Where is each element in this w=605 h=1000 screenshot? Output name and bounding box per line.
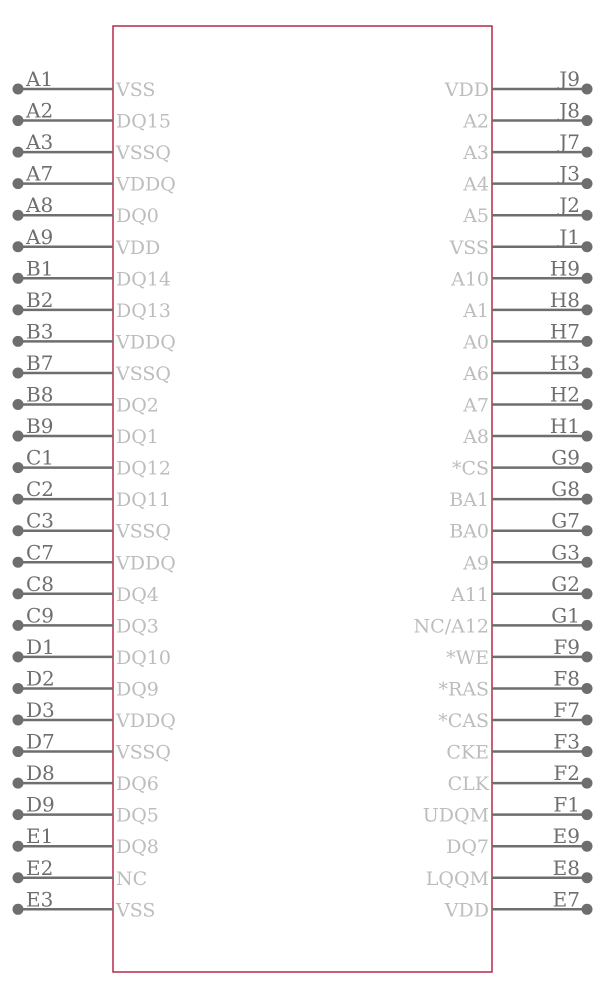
pin-F9 <box>446 635 592 669</box>
pin-terminal-dot[interactable] <box>13 115 24 126</box>
pin-number: F9 <box>553 634 580 659</box>
pin-A2 <box>13 99 172 133</box>
pin-number: H8 <box>549 287 580 312</box>
pin-name: DQ7 <box>446 836 489 859</box>
pin-H1 <box>462 414 592 448</box>
pin-number: F7 <box>553 698 580 722</box>
pin-number: B7 <box>26 350 54 375</box>
pin-B7 <box>13 351 172 385</box>
pin-name: VSSQ <box>116 362 171 385</box>
pin-E7 <box>444 887 593 921</box>
pin-terminal-dot[interactable] <box>582 809 593 820</box>
pin-terminal-dot[interactable] <box>582 431 593 442</box>
pin-terminal-dot[interactable] <box>582 304 593 315</box>
pin-terminal-dot[interactable] <box>582 557 593 568</box>
pin-D9 <box>13 793 159 827</box>
pin-name: DQ5 <box>116 804 159 827</box>
pin-number: B9 <box>26 414 54 439</box>
pin-name: VSS <box>116 899 156 922</box>
pin-D3 <box>13 698 176 732</box>
pin-number: C9 <box>26 603 55 628</box>
pin-J2 <box>462 193 592 227</box>
pin-F1 <box>423 793 593 827</box>
pin-terminal-dot[interactable] <box>582 588 593 599</box>
pin-terminal-dot[interactable] <box>582 84 593 95</box>
pin-J3 <box>462 162 592 196</box>
pin-number: H9 <box>549 256 580 281</box>
pin-terminal-dot[interactable] <box>582 147 593 158</box>
pin-E9 <box>446 824 592 858</box>
pin-F7 <box>438 698 592 732</box>
pin-number: E8 <box>552 855 580 880</box>
pin-G8 <box>449 477 592 511</box>
pin-name: A9 <box>463 552 489 575</box>
pin-number: J1 <box>559 224 580 249</box>
pin-number: D8 <box>26 761 55 786</box>
pin-name: A3 <box>463 142 489 165</box>
pin-terminal-dot[interactable] <box>13 557 24 568</box>
pin-terminal-dot[interactable] <box>582 778 593 789</box>
pin-name: DQ13 <box>116 299 171 322</box>
pin-number: B1 <box>26 256 54 281</box>
pin-number: A2 <box>26 98 54 123</box>
pin-terminal-dot[interactable] <box>13 651 24 662</box>
pin-terminal-dot[interactable] <box>13 273 24 284</box>
pin-terminal-dot[interactable] <box>13 494 24 505</box>
pin-name: A0 <box>463 331 489 354</box>
pin-B8 <box>13 383 159 417</box>
pin-number: G1 <box>551 603 580 628</box>
pin-terminal-dot[interactable] <box>582 336 593 347</box>
pin-number: H7 <box>549 319 580 344</box>
pin-F2 <box>448 761 593 795</box>
pin-terminal-dot[interactable] <box>13 431 24 442</box>
pin-number: G9 <box>551 445 580 470</box>
pin-name: A10 <box>451 268 489 291</box>
pin-name: VSSQ <box>116 142 171 165</box>
pin-terminal-dot[interactable] <box>13 809 24 820</box>
pin-number: B2 <box>26 287 54 312</box>
pin-terminal-dot[interactable] <box>13 210 24 221</box>
pin-name: VSSQ <box>116 520 171 543</box>
pin-G3 <box>462 540 592 574</box>
pin-name: DQ10 <box>116 646 171 669</box>
pin-number: C8 <box>26 571 55 596</box>
pin-name: VDDQ <box>116 331 176 354</box>
pin-H2 <box>462 383 592 417</box>
pin-name: A2 <box>463 110 489 133</box>
pin-terminal-dot[interactable] <box>13 367 24 378</box>
pin-D8 <box>13 761 159 795</box>
pin-name: A7 <box>463 394 489 417</box>
pin-C9 <box>13 603 159 637</box>
pin-terminal-dot[interactable] <box>13 147 24 158</box>
pin-number: C3 <box>26 508 55 533</box>
pin-terminal-dot[interactable] <box>582 841 593 852</box>
pin-name: CLK <box>447 773 489 796</box>
pin-terminal-dot[interactable] <box>13 904 24 915</box>
pin-number: A1 <box>26 67 54 91</box>
pin-number: J2 <box>559 193 580 218</box>
pin-E2 <box>13 856 148 890</box>
pin-terminal-dot[interactable] <box>13 84 24 95</box>
pin-number: H1 <box>549 414 580 439</box>
pin-number: G7 <box>551 508 580 533</box>
pin-E3 <box>13 887 156 921</box>
pin-name: VSSQ <box>116 741 171 764</box>
pin-number: J9 <box>559 67 580 91</box>
pin-J8 <box>462 99 592 133</box>
pin-name: DQ2 <box>116 394 159 417</box>
pin-name: CKE <box>446 741 489 764</box>
pin-number: G8 <box>551 477 580 502</box>
pin-name: A6 <box>463 362 489 385</box>
pin-name: DQ6 <box>116 773 159 796</box>
pin-E8 <box>426 856 593 890</box>
pin-number: C7 <box>26 540 55 565</box>
right-pin-group <box>414 67 593 921</box>
pin-H7 <box>462 319 592 353</box>
pin-number: F8 <box>553 666 580 691</box>
pin-terminal-dot[interactable] <box>582 683 593 694</box>
pin-number: A9 <box>26 224 54 249</box>
pin-terminal-dot[interactable] <box>13 620 24 631</box>
pin-terminal-dot[interactable] <box>13 778 24 789</box>
pin-G1 <box>414 603 593 637</box>
pin-name: VSS <box>116 79 156 101</box>
pin-number: D2 <box>26 666 55 691</box>
pin-number: E2 <box>26 855 54 880</box>
pin-name: VDD <box>444 79 489 101</box>
pin-name: A8 <box>463 426 489 449</box>
pin-C1 <box>13 446 172 480</box>
pin-name: DQ3 <box>116 615 159 638</box>
pin-terminal-dot[interactable] <box>582 904 593 915</box>
pin-number: H2 <box>549 382 580 407</box>
pin-name: DQ12 <box>116 457 171 480</box>
pin-terminal-dot[interactable] <box>582 367 593 378</box>
pin-C8 <box>13 572 159 606</box>
pin-name: A11 <box>451 583 489 606</box>
pin-name: DQ15 <box>116 110 171 133</box>
pin-terminal-dot[interactable] <box>582 746 593 757</box>
pin-number: F1 <box>553 792 580 817</box>
pin-name: VSS <box>449 236 489 259</box>
pin-name: *CAS <box>438 710 489 732</box>
pin-terminal-dot[interactable] <box>13 304 24 315</box>
pin-F8 <box>438 666 592 700</box>
pin-D2 <box>13 666 159 700</box>
pin-terminal-dot[interactable] <box>582 115 593 126</box>
pin-name: A1 <box>463 299 489 322</box>
pin-terminal-dot[interactable] <box>13 241 24 252</box>
pin-terminal-dot[interactable] <box>582 241 593 252</box>
pin-number: H3 <box>549 350 580 375</box>
pin-terminal-dot[interactable] <box>13 746 24 757</box>
pin-E1 <box>13 824 159 858</box>
pin-name: DQ4 <box>116 583 159 606</box>
pin-terminal-dot[interactable] <box>582 399 593 410</box>
pin-number: E7 <box>552 887 580 912</box>
pin-name: VDD <box>444 899 489 922</box>
pin-number: E3 <box>26 887 54 912</box>
pin-number: B8 <box>26 382 54 407</box>
pin-A3 <box>13 130 172 164</box>
pin-terminal-dot[interactable] <box>582 178 593 189</box>
pin-terminal-dot[interactable] <box>13 336 24 347</box>
pin-number: D9 <box>26 792 55 817</box>
pin-terminal-dot[interactable] <box>582 494 593 505</box>
pin-terminal-dot[interactable] <box>13 525 24 536</box>
pin-number: E1 <box>26 824 54 849</box>
pin-name: DQ0 <box>116 205 159 228</box>
pin-terminal-dot[interactable] <box>582 525 593 536</box>
pin-terminal-dot[interactable] <box>13 588 24 599</box>
pin-number: A7 <box>26 161 54 186</box>
pin-terminal-dot[interactable] <box>582 620 593 631</box>
pin-G9 <box>452 446 593 480</box>
pin-name: DQ1 <box>116 426 159 449</box>
pin-F3 <box>446 730 592 764</box>
pin-J7 <box>462 130 592 164</box>
left-pin-group <box>13 67 176 921</box>
pin-name: *WE <box>446 646 489 669</box>
pin-name: VDDQ <box>116 552 176 575</box>
pin-A1 <box>13 67 156 101</box>
pin-H8 <box>462 288 592 322</box>
pin-name: DQ9 <box>116 678 159 701</box>
pin-terminal-dot[interactable] <box>13 872 24 883</box>
pin-number: J8 <box>559 98 580 123</box>
pin-B1 <box>13 256 172 290</box>
pin-name: BA1 <box>449 489 489 512</box>
pin-number: E9 <box>552 824 580 849</box>
pin-C7 <box>13 540 176 574</box>
pin-terminal-dot[interactable] <box>582 273 593 284</box>
pin-C2 <box>13 477 172 511</box>
pin-terminal-dot[interactable] <box>582 651 593 662</box>
pin-name: BA0 <box>449 520 489 543</box>
pin-name: UDQM <box>422 804 489 827</box>
pin-B2 <box>13 288 172 322</box>
pin-number: D3 <box>26 698 55 722</box>
pin-terminal-dot[interactable] <box>13 715 24 726</box>
pin-name: A4 <box>463 173 489 196</box>
pin-terminal-dot[interactable] <box>582 462 593 473</box>
pin-D7 <box>13 730 172 764</box>
pin-B3 <box>13 319 176 353</box>
pin-name: DQ8 <box>116 836 159 859</box>
pin-terminal-dot[interactable] <box>13 399 24 410</box>
pin-terminal-dot[interactable] <box>582 872 593 883</box>
pin-terminal-dot[interactable] <box>13 462 24 473</box>
pin-terminal-dot[interactable] <box>582 210 593 221</box>
pin-J1 <box>449 225 593 259</box>
pin-name: A5 <box>463 205 489 228</box>
pin-name: LQQM <box>425 867 489 890</box>
pin-B9 <box>13 414 159 448</box>
pin-name: DQ14 <box>116 268 171 291</box>
pin-A7 <box>13 162 176 196</box>
pin-number: G3 <box>551 540 580 565</box>
pin-number: F2 <box>553 761 580 786</box>
pin-name: VDD <box>116 236 161 259</box>
pin-J9 <box>444 67 593 101</box>
pin-number: J3 <box>559 161 580 186</box>
pin-C3 <box>13 509 172 543</box>
pin-terminal-dot[interactable] <box>13 841 24 852</box>
pin-number: D7 <box>26 729 55 754</box>
pin-H9 <box>450 256 592 290</box>
pin-A8 <box>13 193 159 227</box>
pin-number: A3 <box>26 130 54 155</box>
pin-G7 <box>449 509 592 543</box>
pin-number: B3 <box>26 319 54 344</box>
pin-D1 <box>13 635 172 669</box>
pin-number: G2 <box>551 571 580 596</box>
pin-name: NC <box>116 867 148 890</box>
pin-number: F3 <box>553 729 580 754</box>
pin-terminal-dot[interactable] <box>582 715 593 726</box>
pin-name: *RAS <box>438 678 489 701</box>
pin-name: VDDQ <box>116 173 176 196</box>
pin-H3 <box>462 351 592 385</box>
pin-number: A8 <box>26 193 54 218</box>
pin-number: C2 <box>26 477 55 502</box>
pin-name: VDDQ <box>116 710 176 732</box>
pin-number: J7 <box>559 130 580 155</box>
pin-terminal-dot[interactable] <box>13 683 24 694</box>
pin-terminal-dot[interactable] <box>13 178 24 189</box>
pin-G2 <box>450 572 592 606</box>
pin-A9 <box>13 225 161 259</box>
pin-number: D1 <box>26 634 55 659</box>
pin-name: NC/A12 <box>413 615 489 638</box>
pin-name: DQ11 <box>116 489 171 512</box>
pin-number: C1 <box>26 445 55 470</box>
pin-name: *CS <box>451 457 489 480</box>
